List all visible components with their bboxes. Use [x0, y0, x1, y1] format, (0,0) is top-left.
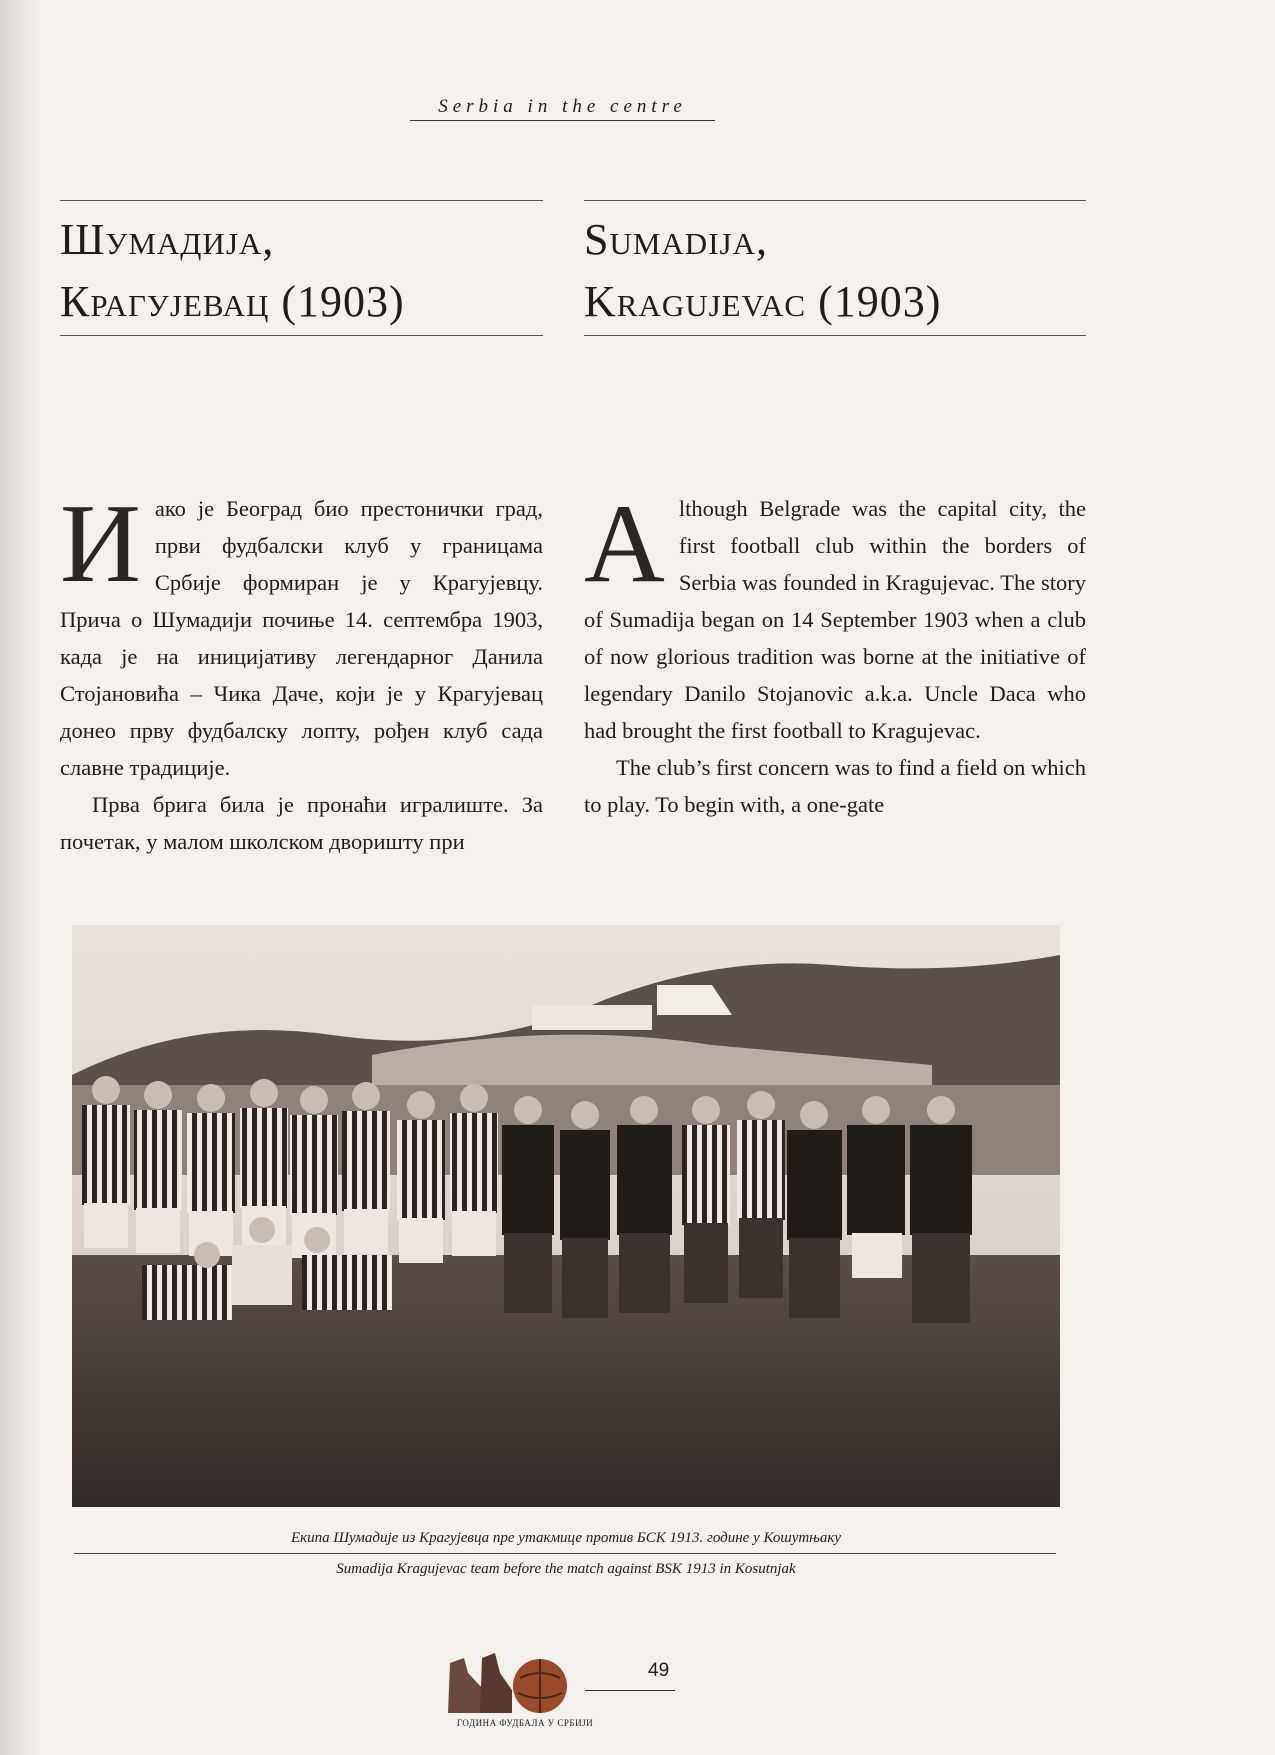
title-serbian-line2: Крагујевац (1903): [60, 277, 405, 326]
dropcap-english: A: [584, 482, 665, 606]
team-photo: [72, 925, 1060, 1507]
paragraph-english-1: [584, 482, 1086, 749]
page-number: 49: [648, 1660, 670, 1681]
photo-caption-serbian: Екипа Шумадије из Крагујевца пре утакмице против БСК 1913. године у Кошутњаку: [290, 1530, 842, 1546]
paragraph-serbian-1: [60, 482, 543, 786]
anniversary-logo: [440, 1628, 610, 1728]
photo-caption-english: Sumadija Kragujevac team before the match against BSK 1913 in Kosutnjak: [336, 1561, 796, 1577]
boot-and-ball-icon: [440, 1628, 610, 1728]
paragraph-english-1-text: lthough Belgrade was the capital city, the first football club within the borders of Serbia was founded in Kragujevac. The story of Sumadija began on 14 September 1903 when a club of now glorious tradition was borne at the initiative of legendary Danilo Stojanovic a.k.a. Uncle Daca who had brought the first football to Kragujevac.: [584, 496, 1086, 743]
paragraph-serbian-2: Прва брига била је пронаћи игралиште. За почетак, у малом школском дворишту при: [60, 792, 543, 854]
body-column-serbian: [60, 482, 543, 860]
title-english-line1: Sumadija,: [584, 215, 768, 264]
paragraph-english-2: The club’s first concern was to find a field on which to play. To begin with, a one-gate: [584, 755, 1086, 817]
title-serbian: [60, 200, 543, 336]
page-gutter-shadow: [0, 0, 40, 1755]
caption-divider: [74, 1553, 1056, 1554]
title-english-line2: Kragujevac (1903): [584, 277, 942, 326]
title-english: [584, 200, 1086, 336]
paragraph-serbian-1-text: ако је Београд био престонички град, први фудбалски клуб у границама Србије формиран је у Крагујевцу. Прича о Шумадији почиње 14. септембра 1903, када је на иницијативу легендарног Данила Стојановића – Чика Даче, који је у Крагујевац донео прву фудбалску лопту, рођен клуб сада славне традиције.: [60, 496, 543, 780]
title-serbian-line1: Шумадија,: [60, 215, 275, 264]
running-header: Serbia in the centre: [410, 96, 715, 121]
team-photo-illustration: [72, 925, 1060, 1507]
body-column-english: [584, 482, 1086, 823]
footer-rule: [585, 1690, 675, 1691]
dropcap-serbian: И: [60, 482, 141, 606]
logo-lettering: ГОДИНА ФУДБАЛА У СРБИЈИ: [456, 1718, 594, 1728]
